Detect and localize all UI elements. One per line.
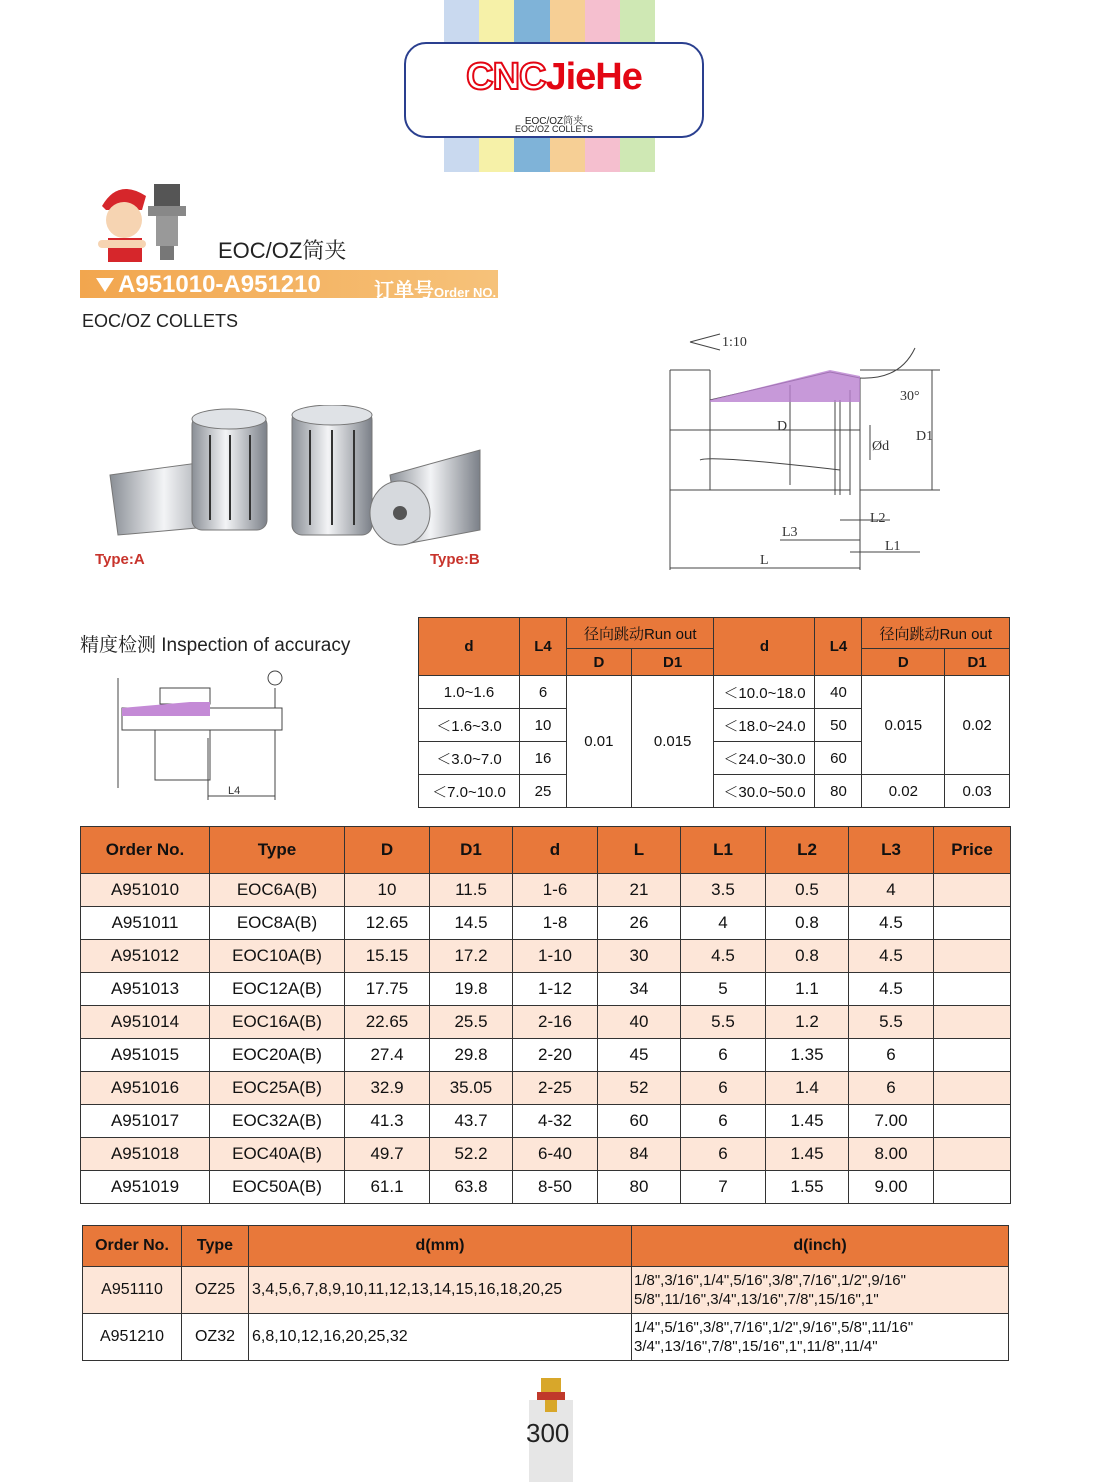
dim-d1: D1 [916, 429, 934, 444]
cell: A951013 [81, 973, 210, 1006]
mascot-icon [96, 176, 192, 264]
cell: 3,4,5,6,7,8,9,10,11,12,13,14,15,16,18,20,25 [249, 1267, 632, 1314]
cell: 2-25 [513, 1072, 598, 1105]
cell: 45 [598, 1039, 681, 1072]
cell: EOC20A(B) [210, 1039, 345, 1072]
col-d: d [513, 827, 598, 874]
cell: EOC6A(B) [210, 874, 345, 907]
table-row [81, 1006, 1011, 1039]
col-d-inch: d(inch) [632, 1226, 1009, 1267]
brand-logo [406, 56, 702, 99]
table-row [419, 775, 1010, 808]
cell: 2-16 [513, 1006, 598, 1039]
cell: 80 [815, 775, 862, 808]
cell: 15.15 [345, 940, 430, 973]
inspection-drawing [110, 668, 290, 802]
inch-line-1: 1/4",5/16",3/8",7/16",1/2",9/16",5/8",11/16" [634, 1319, 914, 1336]
cell [934, 1171, 1011, 1204]
cell: 5 [681, 973, 766, 1006]
col-l: L [598, 827, 681, 874]
order-range: A951010-A951210 [118, 271, 321, 298]
cell: 1.0~1.6 [419, 676, 520, 709]
table-row [81, 1105, 1011, 1138]
col-l3: L3 [849, 827, 934, 874]
cell: 22.65 [345, 1006, 430, 1039]
table-row [81, 940, 1011, 973]
collet-type-b-lying [370, 450, 480, 545]
cell: 50 [815, 709, 862, 742]
table-row [419, 676, 1010, 709]
cell: 3.5 [681, 874, 766, 907]
type-b-label: Type:B [430, 551, 480, 568]
cell: 6 [520, 676, 567, 709]
cell: 1-12 [513, 973, 598, 1006]
cell: 26 [598, 907, 681, 940]
cell: 10 [520, 709, 567, 742]
runout-table [418, 617, 1010, 808]
cell: 40 [598, 1006, 681, 1039]
cell: 49.7 [345, 1138, 430, 1171]
cell: 34 [598, 973, 681, 1006]
angle-label: 30° [900, 389, 920, 404]
cell [934, 973, 1011, 1006]
col-runout-2: 径向跳动Run out [862, 618, 1010, 649]
inspection-title: 精度检测 Inspection of accuracy [80, 635, 351, 656]
cell: EOC8A(B) [210, 907, 345, 940]
table-row [81, 874, 1011, 907]
table-row [83, 1314, 1009, 1361]
type-a-label: Type:A [95, 551, 145, 568]
col-l1: L1 [681, 827, 766, 874]
cell: 1.45 [766, 1138, 849, 1171]
col-order-no-: Order No. [81, 827, 210, 874]
cell: 1.45 [766, 1105, 849, 1138]
cell: 4.5 [849, 907, 934, 940]
cell: 41.3 [345, 1105, 430, 1138]
table-row [81, 973, 1011, 1006]
cell-inch [632, 1314, 1009, 1361]
cell: 1.1 [766, 973, 849, 1006]
cell: A951017 [81, 1105, 210, 1138]
cell: 4.5 [681, 940, 766, 973]
cell: 6 [849, 1072, 934, 1105]
cell: 43.7 [430, 1105, 513, 1138]
cell: ＜30.0~50.0 [714, 775, 815, 808]
cell: 7 [681, 1171, 766, 1204]
brand-logo-box [404, 42, 704, 138]
inch-line-2: 5/8",11/16",3/4",13/16",7/8",15/16",1" [634, 1291, 879, 1308]
cell-left-D1: 0.015 [631, 676, 714, 808]
spec-header-row [81, 827, 1011, 874]
cell: 17.2 [430, 940, 513, 973]
cell-right-D: 0.015 [862, 676, 945, 775]
cell: A951019 [81, 1171, 210, 1204]
cell: ＜7.0~10.0 [419, 775, 520, 808]
collet-dimension-drawing [660, 330, 950, 580]
dim-d-big: D [777, 419, 788, 434]
table-row [81, 1072, 1011, 1105]
cell: 6 [681, 1105, 766, 1138]
brand-jiehe: JieHe [545, 56, 642, 98]
table-row [81, 907, 1011, 940]
mascot-small-icon [535, 1376, 567, 1414]
cell: 1.55 [766, 1171, 849, 1204]
cell: ＜3.0~7.0 [419, 742, 520, 775]
page-number: 300 [526, 1418, 570, 1448]
dim-l1: L1 [885, 539, 901, 554]
brand-subtitle-cn: EOC/OZ筒夹 [524, 116, 584, 127]
page-title: EOC/OZ筒夹 [218, 238, 347, 263]
cell: EOC16A(B) [210, 1006, 345, 1039]
cell: 11.5 [430, 874, 513, 907]
cell [934, 1039, 1011, 1072]
cell: 60 [815, 742, 862, 775]
cell: 1.4 [766, 1072, 849, 1105]
cell: 25.5 [430, 1006, 513, 1039]
table-row [83, 1267, 1009, 1314]
table-row [81, 1138, 1011, 1171]
inch-line-2: 3/4",13/16",7/8",15/16",1",11/8",11/4" [634, 1338, 878, 1355]
cell: 30 [598, 940, 681, 973]
col-d: d [419, 618, 520, 676]
cell: 32.9 [345, 1072, 430, 1105]
cell: A951010 [81, 874, 210, 907]
cell: A951011 [81, 907, 210, 940]
cell: 0.03 [945, 775, 1010, 808]
cell: OZ25 [182, 1267, 249, 1314]
cell [934, 1006, 1011, 1039]
cell: 1.2 [766, 1006, 849, 1039]
cell: 80 [598, 1171, 681, 1204]
cell: 5.5 [681, 1006, 766, 1039]
collet-photos [100, 405, 485, 555]
cell: 7.00 [849, 1105, 934, 1138]
cell: 0.8 [766, 907, 849, 940]
collet-type-a-standing [192, 409, 267, 530]
cell: 84 [598, 1138, 681, 1171]
cell: 4.5 [849, 940, 934, 973]
cell: A951016 [81, 1072, 210, 1105]
cell: 10 [345, 874, 430, 907]
col-runout-D: D [567, 649, 632, 676]
cell: ＜24.0~30.0 [714, 742, 815, 775]
cell: ＜18.0~24.0 [714, 709, 815, 742]
spec-table [80, 826, 1011, 1204]
col-l4-2: L4 [815, 618, 862, 676]
cell: A951018 [81, 1138, 210, 1171]
triangle-down-icon [96, 278, 114, 292]
cell: 6-40 [513, 1138, 598, 1171]
cell-inch [632, 1267, 1009, 1314]
table-row [81, 1171, 1011, 1204]
col-l2: L2 [766, 827, 849, 874]
cell: ＜10.0~18.0 [714, 676, 815, 709]
cell: 1-8 [513, 907, 598, 940]
cell: OZ32 [182, 1314, 249, 1361]
cell: 52 [598, 1072, 681, 1105]
cell: EOC25A(B) [210, 1072, 345, 1105]
cell: 27.4 [345, 1039, 430, 1072]
cell: 21 [598, 874, 681, 907]
cell: 25 [520, 775, 567, 808]
cell [934, 874, 1011, 907]
col-type: Type [182, 1226, 249, 1267]
cell: 35.05 [430, 1072, 513, 1105]
cell: 61.1 [345, 1171, 430, 1204]
cell: 8-50 [513, 1171, 598, 1204]
cell: ＜1.6~3.0 [419, 709, 520, 742]
cell: 4 [849, 874, 934, 907]
cell [934, 940, 1011, 973]
cell [934, 1105, 1011, 1138]
cell: 12.65 [345, 907, 430, 940]
col-order-no: Order No. [83, 1226, 182, 1267]
taper-label: 1:10 [722, 335, 747, 350]
cell: 6 [681, 1039, 766, 1072]
inch-line-1: 1/8",3/16",1/4",5/16",3/8",7/16",1/2",9/16" [634, 1272, 906, 1289]
col-runout: 径向跳动Run out [567, 618, 714, 649]
cell-right-D1: 0.02 [945, 676, 1010, 775]
collet-type-b-standing [292, 405, 372, 535]
cell: 0.8 [766, 940, 849, 973]
col-type: Type [210, 827, 345, 874]
cell: 6 [849, 1039, 934, 1072]
cell: A951110 [83, 1267, 182, 1314]
order-label-en: Order NO. [434, 285, 497, 300]
dim-l: L [760, 553, 769, 568]
cell: EOC32A(B) [210, 1105, 345, 1138]
cell: 6,8,10,12,16,20,25,32 [249, 1314, 632, 1361]
cell: 4 [681, 907, 766, 940]
col-d1: D1 [430, 827, 513, 874]
col-runout-D1-2: D1 [945, 649, 1010, 676]
table-row [81, 1039, 1011, 1072]
col-d-mm: d(mm) [249, 1226, 632, 1267]
col-runout-D1: D1 [631, 649, 714, 676]
cell: 29.8 [430, 1039, 513, 1072]
dim-od: Ød [872, 439, 890, 454]
cell: 6 [681, 1138, 766, 1171]
cell: 60 [598, 1105, 681, 1138]
l4-label: L4 [228, 785, 241, 797]
brand-subtitle-en: EOC/OZ COLLETS [514, 124, 594, 134]
cell: 1.35 [766, 1039, 849, 1072]
cell: 17.75 [345, 973, 430, 1006]
cell: A951014 [81, 1006, 210, 1039]
cell: 52.2 [430, 1138, 513, 1171]
cell: 8.00 [849, 1138, 934, 1171]
dim-l3: L3 [782, 525, 798, 540]
cell: EOC12A(B) [210, 973, 345, 1006]
cell: EOC50A(B) [210, 1171, 345, 1204]
order-label [374, 274, 496, 303]
brand-cnc: CNC [466, 56, 546, 98]
cell: 0.02 [862, 775, 945, 808]
cell: 2-20 [513, 1039, 598, 1072]
cell: 1-6 [513, 874, 598, 907]
cell: 0.5 [766, 874, 849, 907]
cell: 5.5 [849, 1006, 934, 1039]
col-price: Price [934, 827, 1011, 874]
cell: A951012 [81, 940, 210, 973]
cell-left-D: 0.01 [567, 676, 632, 808]
taper-highlight [710, 370, 860, 402]
cell: 16 [520, 742, 567, 775]
cell [934, 907, 1011, 940]
cell: EOC10A(B) [210, 940, 345, 973]
col-d-2: d [714, 618, 815, 676]
cell: EOC40A(B) [210, 1138, 345, 1171]
cell: 6 [681, 1072, 766, 1105]
cell: 63.8 [430, 1171, 513, 1204]
cell: 19.8 [430, 973, 513, 1006]
dim-l2: L2 [870, 511, 886, 526]
cell: A951210 [83, 1314, 182, 1361]
page-subtitle: EOC/OZ COLLETS [82, 311, 239, 331]
cell: 9.00 [849, 1171, 934, 1204]
oz-table [82, 1225, 1009, 1361]
cell: 4.5 [849, 973, 934, 1006]
cell [934, 1138, 1011, 1171]
cell: 14.5 [430, 907, 513, 940]
cell: 4-32 [513, 1105, 598, 1138]
cell: 40 [815, 676, 862, 709]
col-d: D [345, 827, 430, 874]
cell [934, 1072, 1011, 1105]
order-label-cn: 订单号 [374, 280, 434, 302]
cell: 1-10 [513, 940, 598, 973]
col-l4: L4 [520, 618, 567, 676]
cell: A951015 [81, 1039, 210, 1072]
col-runout-D-2: D [862, 649, 945, 676]
